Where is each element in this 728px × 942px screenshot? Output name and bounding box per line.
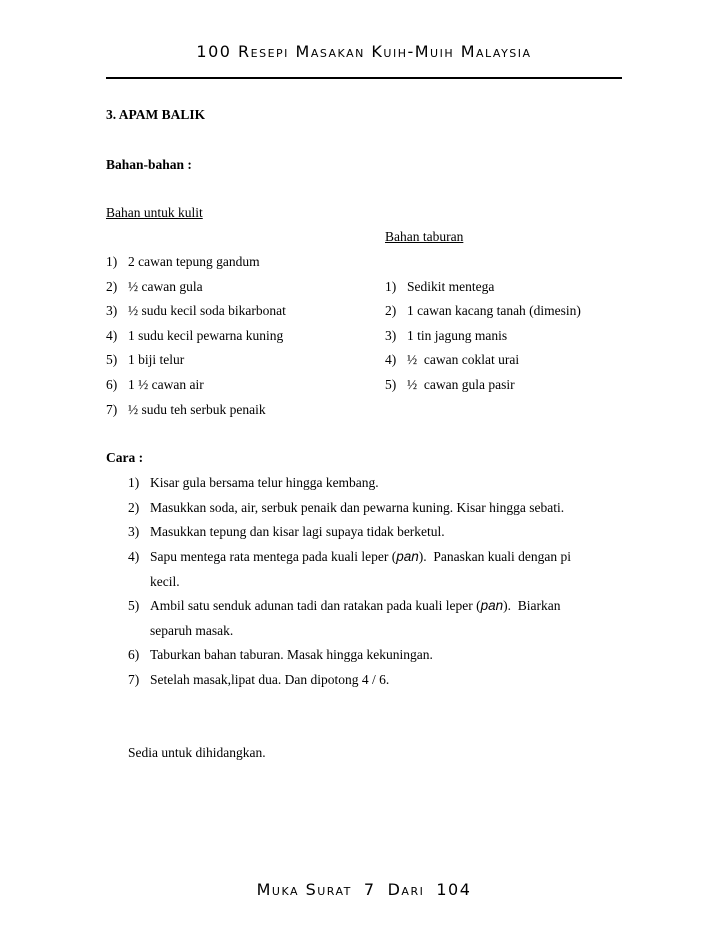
list-item: Sedikit mentega: [407, 279, 495, 294]
list-item-number: 7): [106, 402, 118, 417]
list-item: ½ cawan gula pasir: [407, 377, 515, 392]
list-item-number: 4): [385, 352, 397, 367]
skin-ingredients-heading: Bahan untuk kulit: [106, 205, 203, 220]
list-item-number: 5): [385, 377, 397, 392]
step-text: [150, 549, 571, 565]
step-text-continued: separuh masak.: [150, 623, 234, 638]
recipe-title: 3. APAM BALIK: [106, 107, 206, 122]
step-number: 5): [128, 598, 140, 613]
page-footer: [0, 880, 728, 899]
list-item-number: 6): [106, 377, 118, 392]
ingredients-heading: Bahan-bahan :: [106, 157, 192, 172]
topping-ingredients-heading: Bahan taburan: [385, 229, 464, 244]
closing-note: Sedia untuk dihidangkan.: [128, 745, 266, 760]
step-text: Masukkan tepung dan kisar lagi supaya tidak berketul.: [150, 524, 445, 539]
footer-of: Dari: [387, 880, 425, 899]
step-text-continued: kecil.: [150, 574, 180, 589]
list-item: 1 cawan kacang tanah (dimesin): [407, 303, 581, 318]
list-item: 1 ½ cawan air: [128, 377, 204, 392]
list-item: 2 cawan tepung gandum: [128, 254, 260, 269]
footer-label: Muka Surat: [256, 880, 352, 899]
list-item: 1 sudu kecil pewarna kuning: [128, 328, 284, 343]
step-number: 2): [128, 500, 140, 515]
footer-total-pages: 104: [436, 880, 472, 899]
list-item: 1 tin jagung manis: [407, 328, 508, 343]
list-item-number: 4): [106, 328, 118, 343]
step-text-part: Sapu mentega rata mentega pada kuali leper (: [150, 549, 397, 564]
step-number: 3): [128, 524, 140, 539]
list-item-number: 1): [106, 254, 118, 269]
step-number: 4): [128, 549, 140, 564]
step-text-part: ). Panaskan kuali dengan pi: [418, 549, 572, 564]
page-header-title: 100 Resepi Masakan Kuih-Muih Malaysia: [196, 42, 532, 61]
step-text-part: ). Biarkan: [503, 598, 561, 613]
step-text: Kisar gula bersama telur hingga kembang.: [150, 475, 379, 490]
step-text: Masukkan soda, air, serbuk penaik dan pewarna kuning. Kisar hingga sebati.: [150, 500, 565, 515]
list-item-number: 3): [106, 303, 118, 318]
list-item-number: 5): [106, 352, 118, 367]
list-item: ½ cawan gula: [128, 279, 203, 294]
step-text-pan: pan: [396, 549, 419, 564]
footer-page-number: 7: [363, 880, 376, 899]
list-item-number: 1): [385, 279, 397, 294]
list-item: ½ cawan coklat urai: [407, 352, 520, 367]
step-number: 6): [128, 647, 140, 662]
step-text: [150, 598, 561, 614]
list-item: ½ sudu teh serbuk penaik: [128, 402, 266, 417]
step-text: Taburkan bahan taburan. Masak hingga kekuningan.: [150, 647, 433, 662]
step-number: 7): [128, 672, 140, 687]
step-text: Setelah masak,lipat dua. Dan dipotong 4 / 6.: [150, 672, 390, 687]
list-item: ½ sudu kecil soda bikarbonat: [128, 303, 286, 318]
list-item-number: 2): [106, 279, 118, 294]
step-text-part: Ambil satu senduk adunan tadi dan ratakan pada kuali leper (: [150, 598, 481, 613]
list-item: 1 biji telur: [128, 352, 185, 367]
list-item-number: 3): [385, 328, 397, 343]
step-text-pan: pan: [480, 598, 504, 613]
header-divider: [106, 77, 622, 79]
method-heading: Cara :: [106, 450, 144, 465]
list-item-number: 2): [385, 303, 397, 318]
step-number: 1): [128, 475, 140, 490]
